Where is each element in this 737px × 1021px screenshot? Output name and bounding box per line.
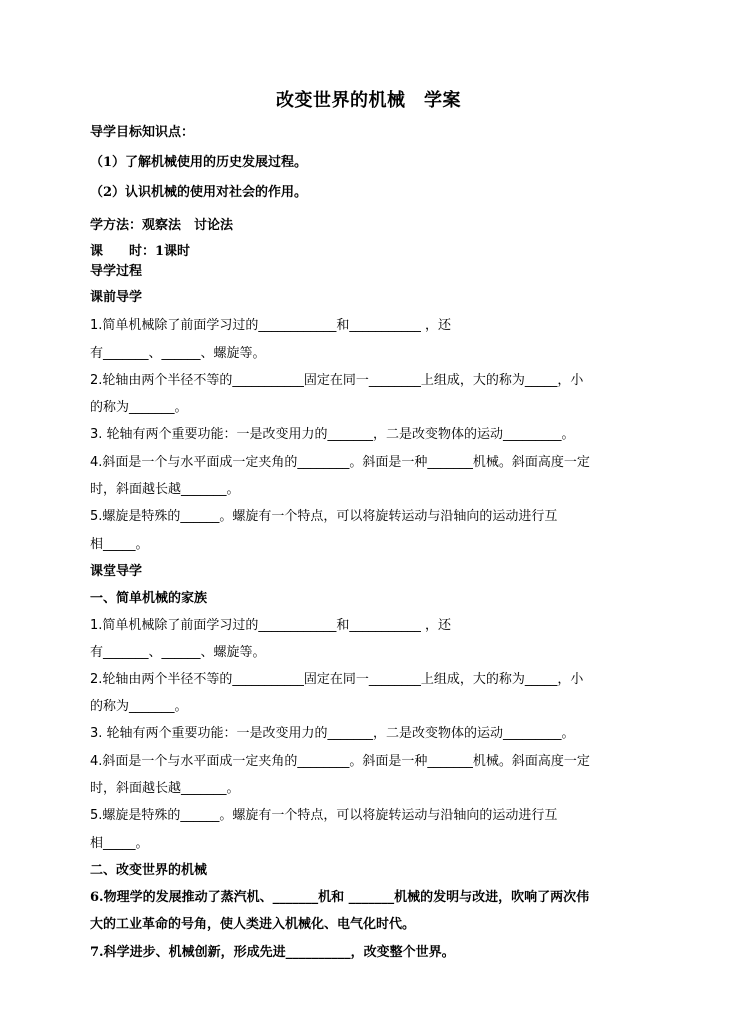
inclass-question-2a: 2.轮轴由两个半径不等的___________固定在同一________上组成，大的称为_____，小 xyxy=(90,672,584,687)
question-6b: 大的工业革命的号角，使人类进入机械化、电气化时代。 xyxy=(90,917,416,932)
objective-item-1: （1）了解机械使用的历史发展过程。 xyxy=(90,155,308,170)
study-method: 学方法：观察法 讨论法 xyxy=(90,218,234,233)
class-hours: 课 时：1课时 xyxy=(90,244,191,259)
inclass-heading: 课堂导学 xyxy=(90,564,143,579)
question-7: 7.科学进步、机械创新，形成先进__________，改变整个世界。 xyxy=(90,945,455,960)
preclass-question-2b: 的称为_______。 xyxy=(90,400,188,415)
inclass-question-4a: 4.斜面是一个与水平面成一定夹角的________。斜面是一种_______机械。斜面高度一定 xyxy=(90,754,590,769)
preclass-question-1a: 1.简单机械除了前面学习过的____________和___________ ，还 xyxy=(90,318,452,333)
preclass-question-1b: 有_______、______、螺旋等。 xyxy=(90,346,266,361)
section-1-heading: 一、简单机械的家族 xyxy=(90,591,208,606)
preclass-question-4a: 4.斜面是一个与水平面成一定夹角的________。斜面是一种_______机械。斜面高度一定 xyxy=(90,455,590,470)
inclass-question-3: 3. 轮轴有两个重要功能：一是改变用力的_______，二是改变物体的运动_________。 xyxy=(90,726,575,741)
inclass-question-5a: 5.螺旋是特殊的______。螺旋有一个特点，可以将旋转运动与沿轴向的运动进行互 xyxy=(90,808,558,823)
inclass-question-5b: 相_____。 xyxy=(90,836,149,851)
objectives-heading: 导学目标知识点： xyxy=(90,125,195,140)
preclass-question-5b: 相_____。 xyxy=(90,537,149,552)
question-6a: 6.物理学的发展推动了蒸汽机、_______机和 _______机械的发明与改进，吹响了两次伟 xyxy=(90,890,590,905)
process-heading: 导学过程 xyxy=(90,264,143,279)
inclass-question-4b: 时，斜面越长越_______。 xyxy=(90,781,240,796)
inclass-question-1a: 1.简单机械除了前面学习过的____________和___________ ，还 xyxy=(90,618,452,633)
objective-item-2: （2）认识机械的使用对社会的作用。 xyxy=(90,185,308,200)
preclass-question-5a: 5.螺旋是特殊的______。螺旋有一个特点，可以将旋转运动与沿轴向的运动进行互 xyxy=(90,509,558,524)
inclass-question-2b: 的称为_______。 xyxy=(90,699,188,714)
preclass-question-4b: 时，斜面越长越_______。 xyxy=(90,482,240,497)
inclass-question-1b: 有_______、______、螺旋等。 xyxy=(90,645,266,660)
preclass-question-2a: 2.轮轴由两个半径不等的___________固定在同一________上组成，大的称为_____，小 xyxy=(90,373,584,388)
preclass-heading: 课前导学 xyxy=(90,290,143,305)
section-2-heading: 二、改变世界的机械 xyxy=(90,863,208,878)
preclass-question-3: 3. 轮轴有两个重要功能：一是改变用力的_______，二是改变物体的运动_________。 xyxy=(90,427,575,442)
page-title: 改变世界的机械 学案 xyxy=(276,90,461,111)
